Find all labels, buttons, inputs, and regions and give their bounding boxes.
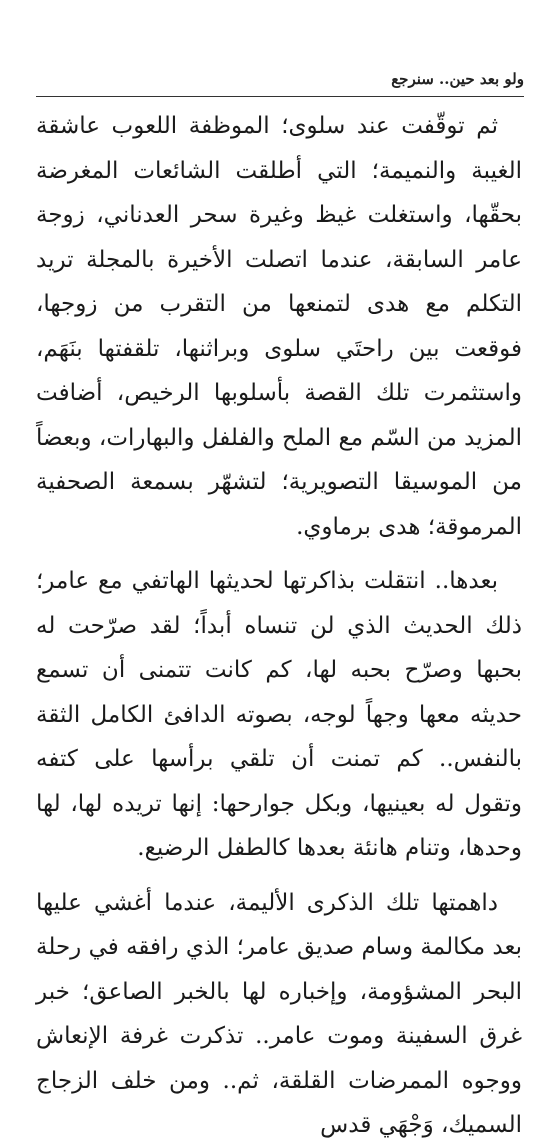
- running-head: ولو بعد حين.. سنرجع: [391, 70, 524, 88]
- paragraph: ثم توقّفت عند سلوى؛ الموظفة اللعوب عاشقة الغيبة والنميمة؛ التي أطلقت الشائعات المغرضة بحقّها، واستغلت غيظ وغيرة سحر العدناني، زوجة عامر السابقة، عندما اتصلت الأخيرة بالمجلة تريد التكلم مع هدى لتمنعها من التقرب من زوجها، فوقعت بين راحتَي سلوى وبراثنها، تلقفتها بنَهَم، واستثمرت تلك القصة بأسلوبها الرخيص، أضافت المزيد من السّم مع الملح والفلفل والبهارات، وبعضاً من الموسيقا التصويرية؛ لتشهّر بسمعة الصحفية المرموقة؛ هدى برماوي.: [36, 113, 522, 540]
- paragraph: داهمتها تلك الذكرى الأليمة، عندما أغشي عليها بعد مكالمة وسام صديق عامر؛ الذي رافقه في رحلة البحر المشؤومة، وإخباره لها بالخبر الصاعق؛ خبر غرق السفينة وموت عامر.. تذكرت غرفة الإنعاش ووجوه الممرضات القلقة، ثم.. ومن خلف الزجاج السميك، وَجْهَي قدس: [36, 889, 522, 1138]
- body-text: [36, 104, 522, 1148]
- header-rule: [36, 96, 524, 97]
- paragraph: بعدها.. انتقلت بذاكرتها لحديثها الهاتفي مع عامر؛ ذلك الحديث الذي لن تنساه أبداً؛ لقد صرّحت له بحبها وصرّح بحبه لها، كم كانت تتمنى أن تسمع حديثه معها وجهاً لوجه، بصوته الدافئ الكامل الثقة بالنفس.. كم تمنت أن تلقي برأسها على كتفه وتقول له بعينيها، وبكل جوارحها: إنها تريده لها، لها وحدها، وتنام هانئة بعدها كالطفل الرضيع.: [36, 568, 522, 861]
